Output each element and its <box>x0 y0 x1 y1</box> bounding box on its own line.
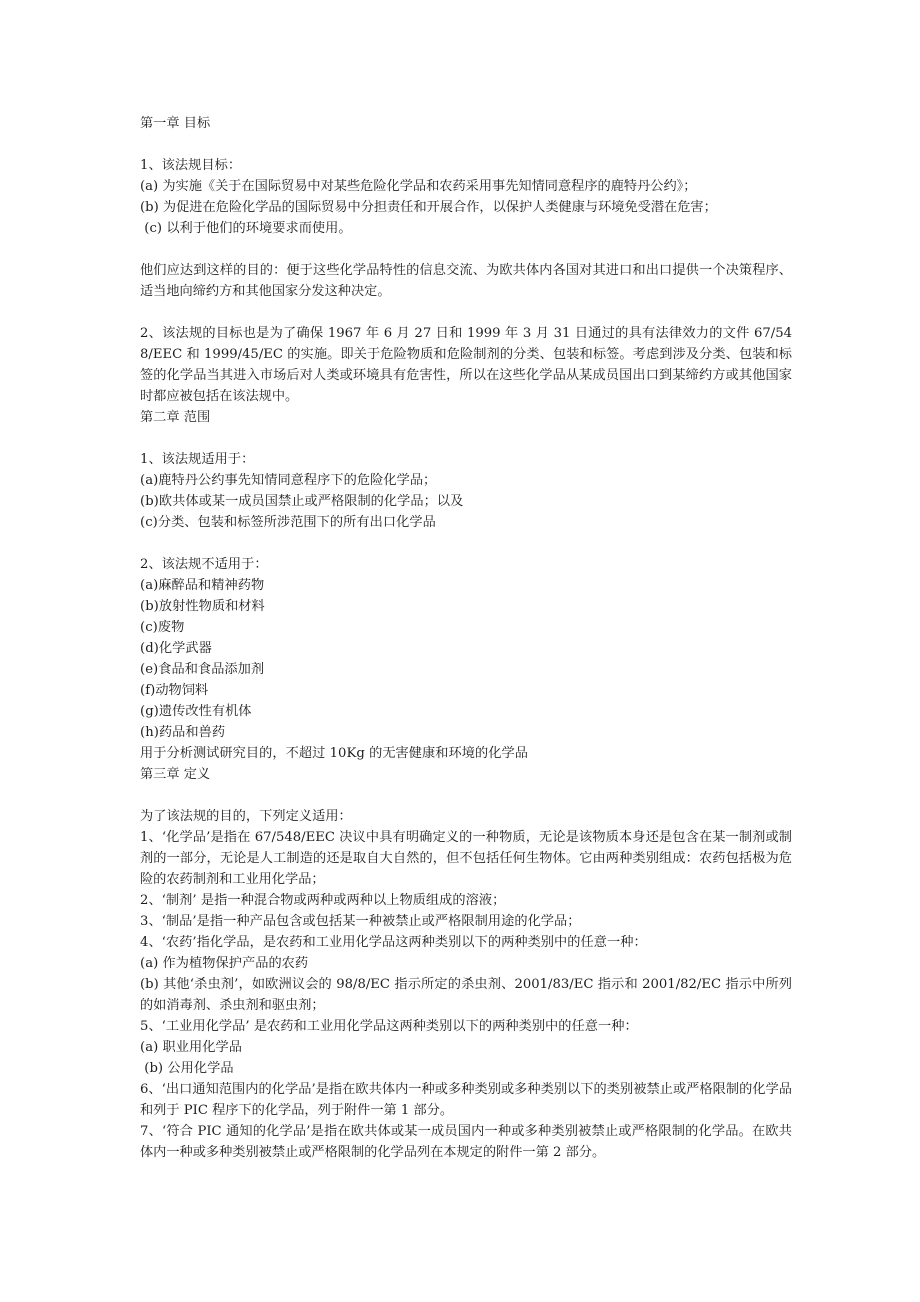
document-paragraph: (b) 为促进在危险化学品的国际贸易中分担责任和开展合作，以保护人类健康与环境免受潜在危害； <box>140 200 717 215</box>
document-paragraph: (d)化学武器 <box>140 641 212 656</box>
chapter-heading: 第二章 范围 <box>140 410 211 425</box>
document-paragraph: 3、‘制品’是指一种产品包含或包括某一种被禁止或严格限制用途的化学品； <box>140 914 581 929</box>
blank-line <box>140 785 792 806</box>
document-paragraph: 5、‘工业用化学品’ 是农药和工业用化学品这两种类别以下的两种类别中的任意一种： <box>140 1019 638 1034</box>
document-paragraph: 2、‘制剂’ 是指一种混合物或两种或两种以上物质组成的溶液； <box>140 893 506 908</box>
document-paragraph: 2、该法规不适用于： <box>140 557 268 572</box>
chapter-heading: 第三章 定义 <box>140 767 211 782</box>
document-paragraph: (c)废物 <box>140 620 185 635</box>
document-paragraph: (g)遗传改性有机体 <box>140 704 252 719</box>
document-paragraph: (c) 以利于他们的环境要求而使用。 <box>140 221 352 236</box>
document-paragraph: (b)欧共体或某一成员国禁止或严格限制的化学品；以及 <box>140 494 464 509</box>
document-paragraph: (b) 公用化学品 <box>140 1061 234 1076</box>
document-paragraph: (b) 其他‘杀虫剂’，如欧洲议会的 98/8/EC 指示所定的杀虫剂、2001/83/EC 指示和 2001/82/EC 指示中所列的如消毒剂、杀虫剂和驱虫剂； <box>140 977 792 1013</box>
document-text-column <box>140 113 792 1163</box>
document-paragraph: 6、‘出口通知范围内的化学品’是指在欧共体内一种或多种类别或多种类别以下的类别被禁止或严格限制的化学品和列于 PIC 程序下的化学品，列于附件一第 1 部分。 <box>140 1082 792 1118</box>
document-paragraph: 用于分析测试研究目的，不超过 10Kg 的无害健康和环境的化学品 <box>140 746 528 761</box>
document-paragraph: 1、‘化学品’是指在 67/548/EEC 决议中具有明确定义的一种物质，无论是该物质本身还是包含在某一制剂或制剂的一部分，无论是人工制造的还是取自大自然的，但不包括任何生物体。它由两种类别组成：农药包括极为危险的农药制剂和工业用化学品； <box>140 830 792 887</box>
document-paragraph: (f)动物饲料 <box>140 683 209 698</box>
document-paragraph: (a) 作为植物保护产品的农药 <box>140 956 309 971</box>
document-paragraph: 7、‘符合 PIC 通知的化学品’是指在欧共体或某一成员国内一种或多种类别被禁止或严格限制的化学品。在欧共体内一种或多种类别被禁止或严格限制的化学品列在本规定的附件一第 2 部分。 <box>140 1124 792 1160</box>
document-paragraph: 1、该法规目标： <box>140 158 242 173</box>
document-paragraph: 4、‘农药’指化学品，是农药和工业用化学品这两种类别以下的两种类别中的任意一种： <box>140 935 647 950</box>
document-paragraph: (a)麻醉品和精神药物 <box>140 578 265 593</box>
document-paragraph: (a)鹿特丹公约事先知情同意程序下的危险化学品； <box>140 473 437 488</box>
document-paragraph: (e)食品和食品添加剂 <box>140 662 265 677</box>
document-paragraph: 为了该法规的目的，下列定义适用： <box>140 809 352 824</box>
document-paragraph: (a) 职业用化学品 <box>140 1040 242 1055</box>
document-paragraph: (h)药品和兽药 <box>140 725 226 740</box>
chapter-heading: 第一章 目标 <box>140 116 211 131</box>
document-paragraph: 2、该法规的目标也是为了确保 1967 年 6 月 27 日和 1999 年 3 月 31 日通过的具有法律效力的文件 67/548/EEC 和 1999/45/EC 的实施。即关于危险物质和危险制剂的分类、包装和标签。考虑到涉及分类、包装和标签的化学品当其进入市场后对人类或环境具有危害性，所以在这些化学品从某成员国出口到某缔约方或其他国家时都应被包括在该法规中。 <box>140 326 792 404</box>
document-paragraph: (b)放射性物质和材料 <box>140 599 265 614</box>
document-paragraph: (c)分类、包装和标签所涉范围下的所有出口化学品 <box>140 515 436 530</box>
blank-line <box>140 134 792 155</box>
blank-line <box>140 302 792 323</box>
blank-line <box>140 239 792 260</box>
document-paragraph: 他们应达到这样的目的：便于这些化学品特性的信息交流、为欧共体内各国对其进口和出口提供一个决策程序、适当地向缔约方和其他国家分发这种决定。 <box>140 263 792 299</box>
document-paragraph: 1、该法规适用于： <box>140 452 255 467</box>
document-paragraph: (a) 为实施《关于在国际贸易中对某些危险化学品和农药采用事先知情同意程序的鹿特丹公约》； <box>140 179 697 194</box>
blank-line <box>140 533 792 554</box>
blank-line <box>140 428 792 449</box>
